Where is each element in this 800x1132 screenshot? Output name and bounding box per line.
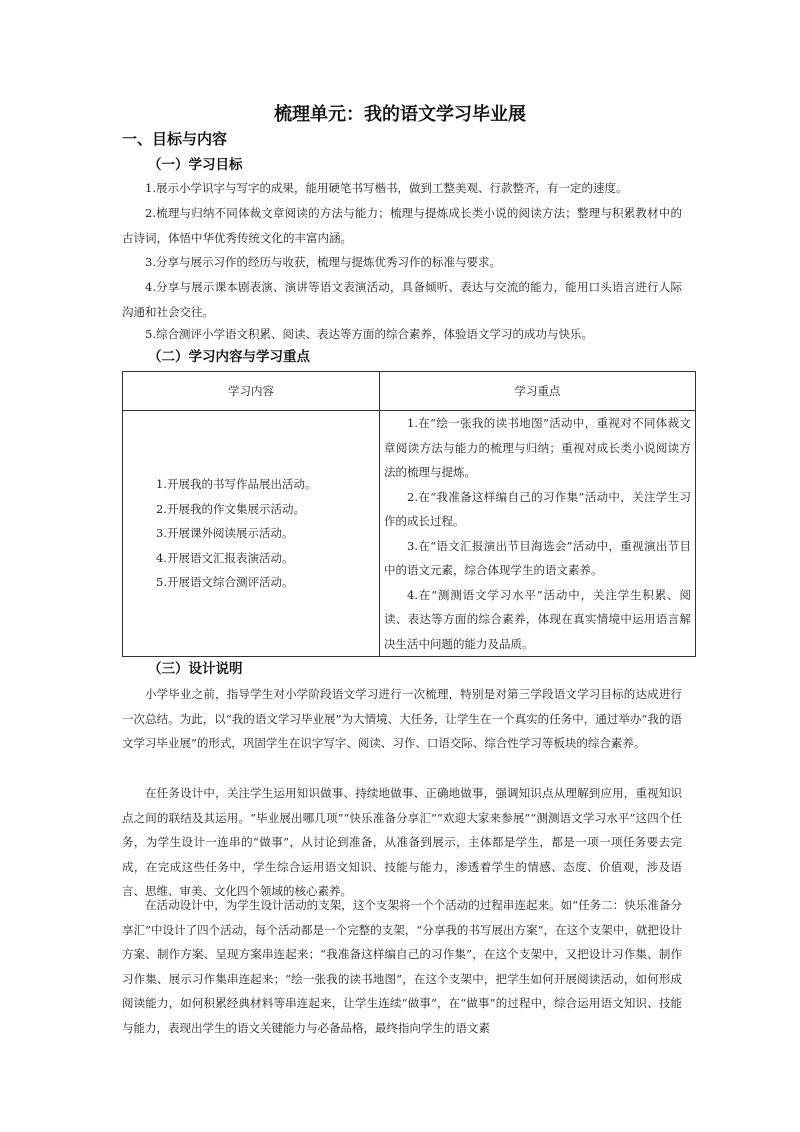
- content-item-1: 1.开展我的书写作品展出活动。: [156, 477, 317, 492]
- table-header-focus: 学习重点: [380, 372, 696, 411]
- focus-cell: [380, 411, 696, 657]
- content-item-5: 5.开展语文综合测评活动。: [156, 575, 294, 590]
- design-paragraph-3: 在活动设计中，为学生设计活动的支架，这个支架将一个个活动的过程串连起来。如“任务二：快乐准备分享汇”中设计了四个活动，每个活动都是一个完整的支架，“分享我的书写展出方案”，在这个支架中，就把设计方案、制作方案、呈现方案串连起来；“我准备这样编自己的习作集”，在这个支架中，又把设计习作集、制作习作集、展示习作集串连起来；“绘一张我的读书地图”，在这个支架中，把学生如何开展阅读活动，如何形成阅读能力，如何积累经典材料等串连起来，让学生连续“做事”，在“做事”的过程中，综合运用语文知识、技能与能力，表现出学生的语文关键能力与必备品格，最终指向学生的语文素: [122, 898, 682, 1035]
- design-paragraph-1: 小学毕业之前，指导学生对小学阶段语文学习进行一次梳理，特别是对第三学段语文学习目标的达成进行一次总结。为此，以“我的语文学习毕业展”为大情境、大任务，让学生在一个真实的任务中，通过举办“我的语文学习毕业展”的形式，巩固学生在识字写字、阅读、习作、口语交际、综合性学习等板块的综合素养。: [122, 687, 682, 750]
- focus-item-1: 1.在“绘一张我的读书地图”活动中，重视对不同体裁文章阅读方法与能力的梳理与归纳；重视对成长类小说阅读方法的梳理与提炼。: [384, 416, 691, 479]
- design-paragraph-2: 在任务设计中，关注学生运用知识做事、持续地做事、正确地做事，强调知识点从理解到应用，重视知识点之间的联结及其运用。“毕业展出哪几项”“快乐准备分享汇”“欢迎大家来参展”“测测语文学习水平”这四个任务，为学生设计一连串的“做事”，从讨论到准备，从准备到展示，主体都是学生，都是一项一项任务要去完成，在完成这些任务中，学生综合运用语文知识、技能与能力，渗透着学生的情感、态度、价值观，涉及语言、思维、审美、文化四个领域的核心素养。: [122, 786, 682, 898]
- subheading-learning-objectives: （一）学习目标: [148, 157, 243, 173]
- objective-3: 3.分享与展示习作的经历与收获，梳理与提炼优秀习作的标准与要求。: [145, 255, 501, 269]
- subheading-design-notes: （三）设计说明: [148, 661, 243, 677]
- focus-item-2: 2.在“我准备这样编自己的习作集”活动中，关注学生习作的成长过程。: [384, 489, 691, 528]
- table-row: [123, 411, 696, 657]
- objective-4: 4.分享与展示课本剧表演、演讲等语文表演活动，具备倾听、表达与交流的能力，能用口头语言进行人际沟通和社会交往。: [122, 280, 682, 319]
- table-header-content: 学习内容: [123, 372, 380, 411]
- content-item-3: 3.开展课外阅读展示活动。: [156, 526, 294, 541]
- section-heading-goals: 一、目标与内容: [122, 130, 228, 148]
- focus-item-4: 4.在“测测语文学习水平”活动中，关注学生积累、阅读、表达等方面的综合素养，体现在真实情境中运用语言解决生活中问题的能力及品质。: [384, 587, 691, 651]
- objective-5: 5.综合测评小学语文积累、阅读、表达等方面的综合素养，体验语文学习的成功与快乐。: [145, 327, 593, 341]
- content-item-2: 2.开展我的作文集展示活动。: [156, 501, 305, 516]
- objective-1: 1.展示小学识字与写字的成果，能用硬笔书写楷书，做到工整美观、行款整齐，有一定的速度。: [145, 181, 628, 195]
- table-header-row: [123, 372, 696, 411]
- document-title: 梳理单元：我的语文学习毕业展: [274, 104, 526, 125]
- content-item-4: 4.开展语文汇报表演活动。: [156, 550, 294, 565]
- objective-2: 2.梳理与归纳不同体裁文章阅读的方法与能力；梳理与提炼成长类小说的阅读方法；整理与积累教材中的古诗词，体悟中华优秀传统文化的丰富内涵。: [122, 206, 682, 245]
- focus-item-3: 3.在“语文汇报演出节目海选会”活动中，重视演出节目中的语文元素，综合体现学生的语文素养。: [384, 538, 691, 577]
- content-focus-table: [122, 371, 696, 657]
- subheading-content-and-focus: （二）学习内容与学习重点: [148, 349, 310, 365]
- content-cell: [123, 411, 380, 657]
